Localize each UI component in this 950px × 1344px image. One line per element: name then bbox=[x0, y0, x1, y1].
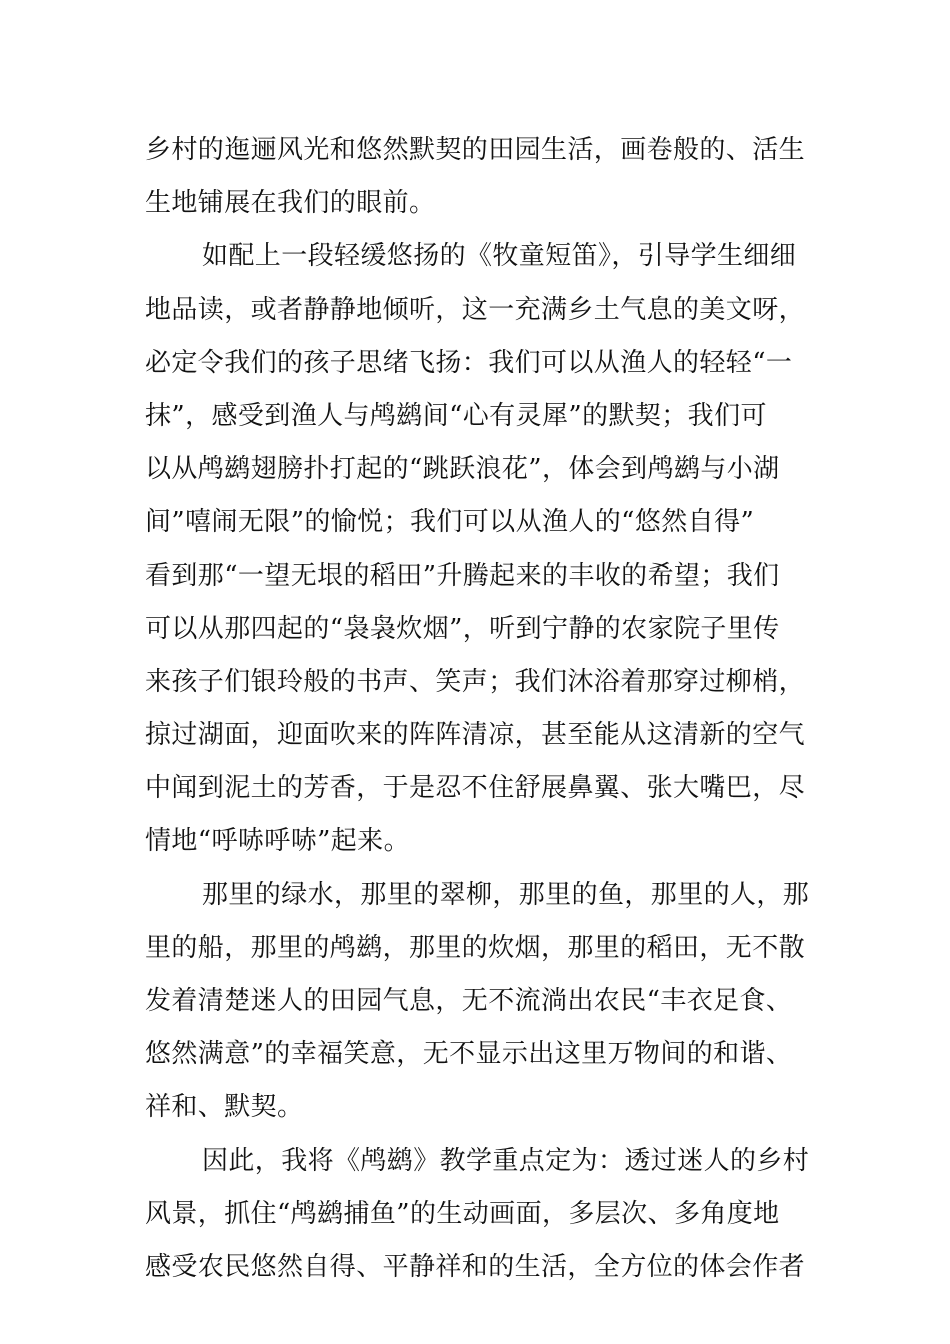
text-line: 必定令我们的孩子思绪飞扬：我们可以从渔人的轻轻“一 bbox=[145, 347, 793, 378]
text-line: 可以从那四起的“袅袅炊烟”，听到宁静的农家院子里传 bbox=[145, 613, 780, 644]
text-line: 感受农民悠然自得、平静祥和的生活，全方位的体会作者 bbox=[145, 1251, 806, 1282]
text-line: 祥和、默契。 bbox=[145, 1092, 304, 1123]
text-line: 乡村的迤逦风光和悠然默契的田园生活，画卷般的、活生 bbox=[145, 135, 806, 165]
body-text bbox=[145, 124, 810, 1294]
text-line: 里的船，那里的鸬鹚，那里的炊烟，那里的稻田，无不散 bbox=[145, 932, 806, 963]
text-line: 情地“呼哧呼哧”起来。 bbox=[145, 826, 410, 857]
text-line: 地品读，或者静静地倾听，这一充满乡土气息的美文呀， bbox=[145, 294, 806, 325]
text-line: 如配上一段轻缓悠扬的《牧童短笛》，引导学生细细 bbox=[202, 241, 797, 272]
text-line: 看到那“一望无垠的稻田”升腾起来的丰收的希望；我们 bbox=[145, 560, 780, 591]
text-line: 那里的绿水，那里的翠柳，那里的鱼，那里的人，那 bbox=[202, 879, 810, 910]
text-line: 间”嘻闹无限”的愉悦；我们可以从渔人的“悠然自得” bbox=[145, 507, 755, 538]
text-line: 发着清楚迷人的田园气息，无不流淌出农民“丰衣足食、 bbox=[145, 986, 793, 1016]
text-line: 生地铺展在我们的眼前。 bbox=[145, 188, 436, 219]
text-line: 抹”，感受到渔人与鸬鹚间“心有灵犀”的默契；我们可 bbox=[145, 400, 767, 431]
text-line: 风景，抓住“鸬鹚捕鱼”的生动画面，多层次、多角度地 bbox=[145, 1198, 780, 1229]
text-line: 因此，我将《鸬鹚》教学重点定为：透过迷人的乡村 bbox=[202, 1145, 810, 1176]
text-line: 掠过湖面，迎面吹来的阵阵清凉，甚至能从这清新的空气 bbox=[145, 720, 806, 751]
text-line: 来孩子们银玲般的书声、笑声；我们沐浴着那穿过柳梢， bbox=[145, 666, 806, 697]
text-line: 中闻到泥土的芳香，于是忍不住舒展鼻翼、张大嘴巴，尽 bbox=[145, 773, 806, 804]
text-line: 以从鸬鹚翅膀扑打起的“跳跃浪花”，体会到鸬鹚与小湖 bbox=[145, 454, 780, 485]
text-line: 悠然满意”的幸福笑意，无不显示出这里万物间的和谐、 bbox=[145, 1039, 793, 1070]
